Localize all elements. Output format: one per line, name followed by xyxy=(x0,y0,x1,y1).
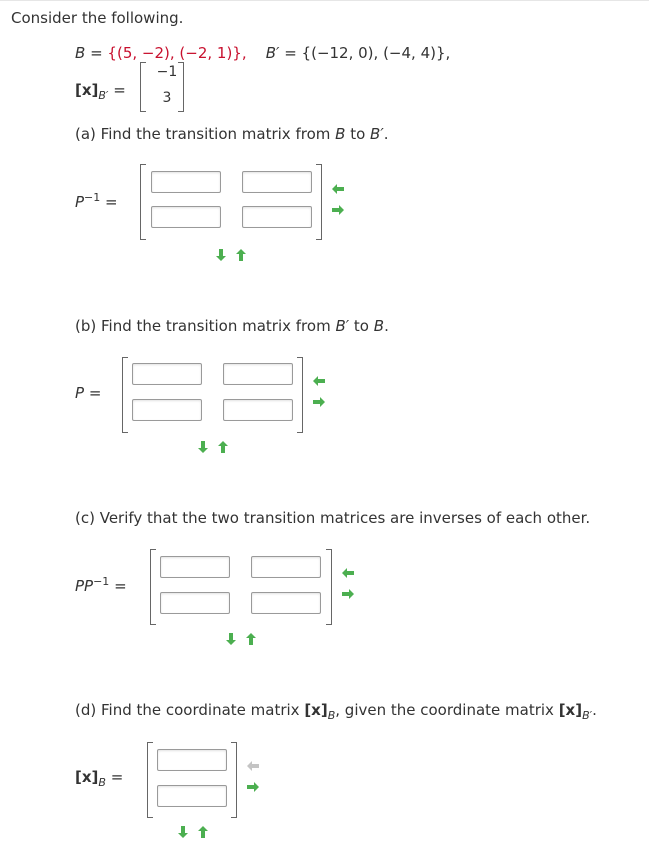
given-vector-value-2: 3 xyxy=(162,90,172,106)
part-c-prompt: (c) Verify that the two transition matrices are inverses of each other. xyxy=(75,509,591,527)
matrix-a-bracket-right xyxy=(316,164,322,240)
remove-column-icon[interactable] xyxy=(331,182,345,196)
matrix-c-bracket-left xyxy=(150,549,156,625)
matrix-a-bracket-left xyxy=(140,164,146,240)
top-border xyxy=(0,0,649,1)
B-label: B xyxy=(75,44,86,62)
add-column-icon[interactable] xyxy=(341,587,355,601)
given-bracket-left xyxy=(140,62,146,112)
given-sets xyxy=(75,44,450,62)
part-c-label: $PP^{-1}$ = xyxy=(75,575,127,595)
equals-sign: = xyxy=(90,44,108,62)
x-Bprime-label: $[x]_{B'}$ = xyxy=(75,81,126,102)
matrix-a-cell-r1c1[interactable] xyxy=(151,171,221,193)
remove-row-icon[interactable] xyxy=(196,825,210,839)
spacer xyxy=(251,44,261,62)
matrix-d-cell-r2[interactable] xyxy=(157,785,227,807)
part-b-prompt: (b) Find the transition matrix from B′ to B. xyxy=(75,317,389,335)
B-value: {(5, −2), (−2, 1)}, xyxy=(107,44,247,62)
matrix-a-cell-r2c2[interactable] xyxy=(242,206,312,228)
matrix-d-bracket-left xyxy=(147,742,153,818)
add-row-icon[interactable] xyxy=(224,632,238,646)
add-column-icon[interactable] xyxy=(312,395,326,409)
remove-column-icon[interactable] xyxy=(341,566,355,580)
matrix-c-cell-r1c2[interactable] xyxy=(251,556,321,578)
matrix-c-cell-r1c1[interactable] xyxy=(160,556,230,578)
remove-column-icon[interactable] xyxy=(312,374,326,388)
add-column-icon[interactable] xyxy=(331,203,345,217)
matrix-b-cell-r2c2[interactable] xyxy=(223,399,293,421)
remove-column-icon xyxy=(246,759,260,773)
part-a-label: $P^{-1}$ = xyxy=(75,191,118,211)
Bp-value: {(−12, 0), (−4, 4)}, xyxy=(301,44,451,62)
Bp-label: B′ xyxy=(265,44,280,62)
add-row-icon[interactable] xyxy=(176,825,190,839)
matrix-b-cell-r1c1[interactable] xyxy=(132,363,202,385)
remove-row-icon[interactable] xyxy=(234,248,248,262)
matrix-c-cell-r2c1[interactable] xyxy=(160,592,230,614)
part-b-label: P = xyxy=(75,384,102,402)
matrix-b-bracket-right xyxy=(297,357,303,433)
remove-row-icon[interactable] xyxy=(216,440,230,454)
add-row-icon[interactable] xyxy=(214,248,228,262)
matrix-c-bracket-right xyxy=(326,549,332,625)
matrix-a-cell-r2c1[interactable] xyxy=(151,206,221,228)
part-a-prompt: (a) Find the transition matrix from B to B′. xyxy=(75,125,389,143)
matrix-d-cell-r1[interactable] xyxy=(157,749,227,771)
intro-text: Consider the following. xyxy=(11,9,184,27)
matrix-c-cell-r2c2[interactable] xyxy=(251,592,321,614)
part-d-prompt: (d) Find the coordinate matrix $[x]_B$, given the coordinate matrix $[x]_{B'}$. xyxy=(75,701,597,722)
part-d-label: $[x]_B$ = xyxy=(75,768,124,789)
matrix-b-cell-r2c1[interactable] xyxy=(132,399,202,421)
matrix-d-bracket-right xyxy=(231,742,237,818)
matrix-b-bracket-left xyxy=(122,357,128,433)
remove-row-icon[interactable] xyxy=(244,632,258,646)
matrix-a-cell-r1c2[interactable] xyxy=(242,171,312,193)
equals-sign: = xyxy=(284,44,302,62)
matrix-b-cell-r1c2[interactable] xyxy=(223,363,293,385)
add-column-icon[interactable] xyxy=(246,780,260,794)
add-row-icon[interactable] xyxy=(196,440,210,454)
given-vector-value-1: −1 xyxy=(156,64,178,80)
